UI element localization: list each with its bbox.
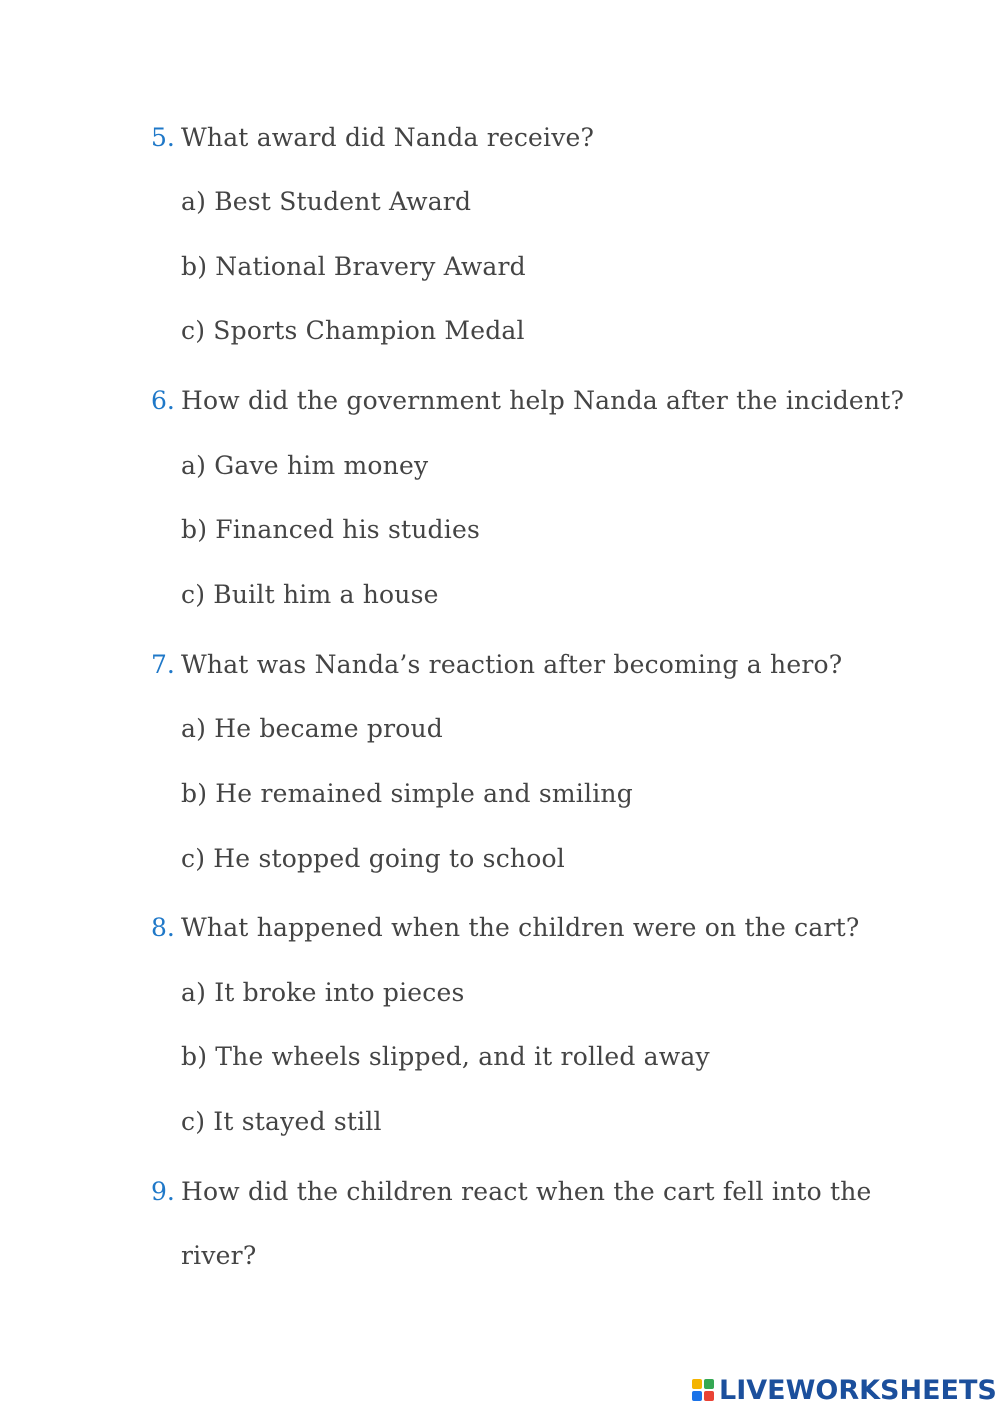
option-text: b) National Bravery Award	[181, 252, 526, 281]
liveworksheets-logo	[692, 1372, 997, 1408]
option-text: c) He stopped going to school	[181, 844, 565, 873]
logo-tile-e	[704, 1391, 714, 1401]
question-number: 9.	[151, 1177, 175, 1206]
question-text: How did the children react when the cart fell into the	[181, 1177, 872, 1206]
question-text: How did the government help Nanda after the incident?	[181, 386, 905, 415]
option-text: c) It stayed still	[181, 1107, 382, 1136]
question-text: What was Nanda’s reaction after becoming a hero?	[181, 650, 843, 679]
question-text: What happened when the children were on the cart?	[181, 913, 860, 942]
logo-tile-v	[692, 1391, 702, 1401]
option-text: a) He became proud	[181, 714, 444, 743]
question-number: 7.	[151, 650, 175, 679]
question-text: What award did Nanda receive?	[181, 123, 595, 152]
question-number: 6.	[151, 386, 175, 415]
question-number: 5.	[151, 123, 175, 152]
option-text: c) Sports Champion Medal	[181, 316, 525, 345]
option-text: b) Financed his studies	[181, 515, 480, 544]
question-number: 8.	[151, 913, 175, 942]
logo-tile-l	[692, 1379, 702, 1389]
option-text: a) Gave him money	[181, 451, 429, 480]
option-text: b) The wheels slipped, and it rolled away	[181, 1042, 710, 1071]
option-text: a) It broke into pieces	[181, 978, 465, 1007]
option-text: c) Built him a house	[181, 580, 439, 609]
option-text: a) Best Student Award	[181, 187, 472, 216]
question-text-continuation: river?	[181, 1241, 257, 1270]
option-text: b) He remained simple and smiling	[181, 779, 633, 808]
logo-tile-i	[704, 1379, 714, 1389]
liveworksheets-logo-icon	[692, 1379, 714, 1401]
brand-name: LIVEWORKSHEETS	[719, 1374, 997, 1406]
